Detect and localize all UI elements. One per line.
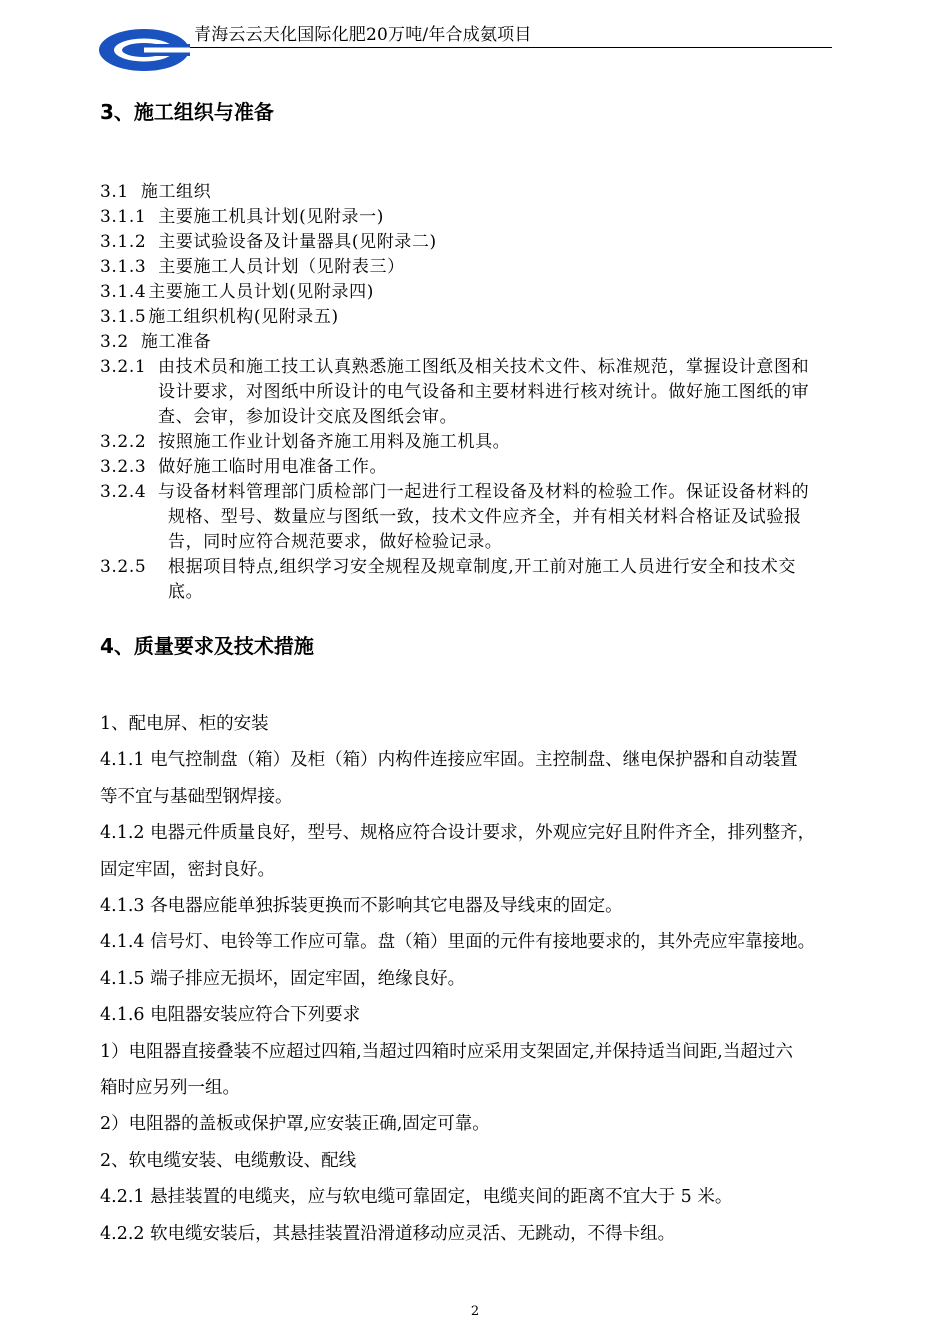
list-item [100, 355, 880, 430]
paragraph: 4.1.4 信号灯、电铃等工作应可靠。盘（箱）里面的元件有接地要求的，其外壳应牢靠接地。 [100, 932, 816, 953]
section4-body [100, 706, 880, 1252]
list-item [100, 255, 880, 280]
header-rule [190, 47, 832, 48]
list-item [100, 430, 880, 455]
paragraph: 等不宜与基础型钢焊接。 [100, 786, 293, 807]
list-item [100, 205, 880, 230]
list-item [100, 555, 880, 605]
paragraph: 4.1.3 各电器应能单独拆装更换而不影响其它电器及导线束的固定。 [100, 896, 623, 917]
item-text: 主要施工人员计划(见附录四) [148, 282, 374, 302]
text-line: 规格、型号、数量应与图纸一致，技术文件应齐全，并有相关材料合格证及试验报 [168, 507, 802, 527]
item-text: 施工准备 [140, 332, 212, 352]
list-item [100, 280, 880, 305]
item-number: 3.2.1 [100, 357, 147, 377]
item-text [168, 555, 796, 605]
list-item [100, 455, 880, 480]
item-number: 3.2.3 [100, 457, 147, 477]
paragraph: 固定牢固，密封良好。 [100, 859, 275, 880]
paragraph: 4.1.1 电气控制盘（箱）及柜（箱）内构件连接应牢固。主控制盘、继电保护器和自动装置 [100, 750, 798, 771]
paragraph: 4.1.2 电器元件质量良好，型号、规格应符合设计要求，外观应完好且附件齐全，排列整齐， [100, 823, 816, 844]
item-text [158, 480, 809, 555]
text-line: 与设备材料管理部门质检部门一起进行工程设备及材料的检验工作。保证设备材料的 [158, 482, 810, 502]
page-number: 2 [470, 1304, 480, 1319]
item-number: 3.1.5 [100, 307, 147, 327]
page-header [98, 24, 832, 72]
paragraph: 2、软电缆安装、电缆敷设、配线 [100, 1150, 357, 1171]
section4-heading: 4、质量要求及技术措施 [100, 634, 314, 658]
item-text: 做好施工临时用电准备工作。 [158, 457, 388, 477]
item-number: 3.2.5 [100, 557, 147, 577]
section3-list [100, 180, 880, 605]
item-text: 主要施工人员计划（见附表三） [158, 257, 405, 277]
item-number: 3.1.2 [100, 232, 147, 252]
item-number: 3.1.1 [100, 207, 147, 227]
list-item [100, 330, 880, 355]
paragraph: 2）电阻器的盖板或保护罩,应安装正确,固定可靠。 [100, 1114, 490, 1135]
item-number: 3.1.3 [100, 257, 147, 277]
paragraph: 4.1.5 端子排应无损坏，固定牢固，绝缘良好。 [100, 968, 466, 989]
item-text: 主要施工机具计划(见附录一) [158, 207, 384, 227]
list-item [100, 230, 880, 255]
paragraph: 4.2.1 悬挂装置的电缆夹，应与软电缆可靠固定，电缆夹间的距离不宜大于 5 米。 [100, 1187, 733, 1208]
item-text: 施工组织 [140, 182, 212, 202]
item-number: 3.2 [100, 332, 129, 352]
paragraph: 箱时应另列一组。 [100, 1078, 240, 1099]
header-title: 青海云云天化国际化肥20万吨/年合成氨项目 [194, 25, 532, 45]
item-text [158, 355, 809, 430]
paragraph: 4.2.2 软电缆安装后，其悬挂装置沿滑道移动应灵活、无跳动，不得卡组。 [100, 1223, 676, 1244]
item-text: 施工组织机构(见附录五) [148, 307, 339, 327]
section3-heading: 3、施工组织与准备 [100, 100, 274, 124]
text-line: 由技术员和施工技工认真熟悉施工图纸及相关技术文件、标准规范，掌握设计意图和 [158, 357, 810, 377]
text-line: 设计要求，对图纸中所设计的电气设备和主要材料进行核对统计。做好施工图纸的审 [158, 382, 810, 402]
item-text: 按照施工作业计划备齐施工用料及施工机具。 [158, 432, 511, 452]
item-number: 3.1.4 [100, 282, 147, 302]
text-line: 告，同时应符合规范要求，做好检验记录。 [168, 532, 503, 552]
list-item [100, 480, 880, 555]
item-number: 3.1 [100, 182, 129, 202]
item-number: 3.2.2 [100, 432, 147, 452]
text-line: 根据项目特点,组织学习安全规程及规章制度,开工前对施工人员进行安全和技术交 [168, 557, 797, 577]
list-item [100, 305, 880, 330]
text-line: 查、会审，参加设计交底及图纸会审。 [158, 407, 458, 427]
paragraph: 4.1.6 电阻器安装应符合下列要求 [100, 1005, 361, 1026]
paragraph: 1）电阻器直接叠装不应超过四箱,当超过四箱时应采用支架固定,并保持适当间距,当超过六 [100, 1041, 793, 1062]
item-text: 主要试验设备及计量器具(见附录二) [158, 232, 437, 252]
item-number: 3.2.4 [100, 482, 147, 502]
text-line: 底。 [168, 582, 204, 602]
company-logo [98, 28, 190, 72]
list-item [100, 180, 880, 205]
paragraph: 1、配电屏、柜的安装 [100, 714, 269, 734]
